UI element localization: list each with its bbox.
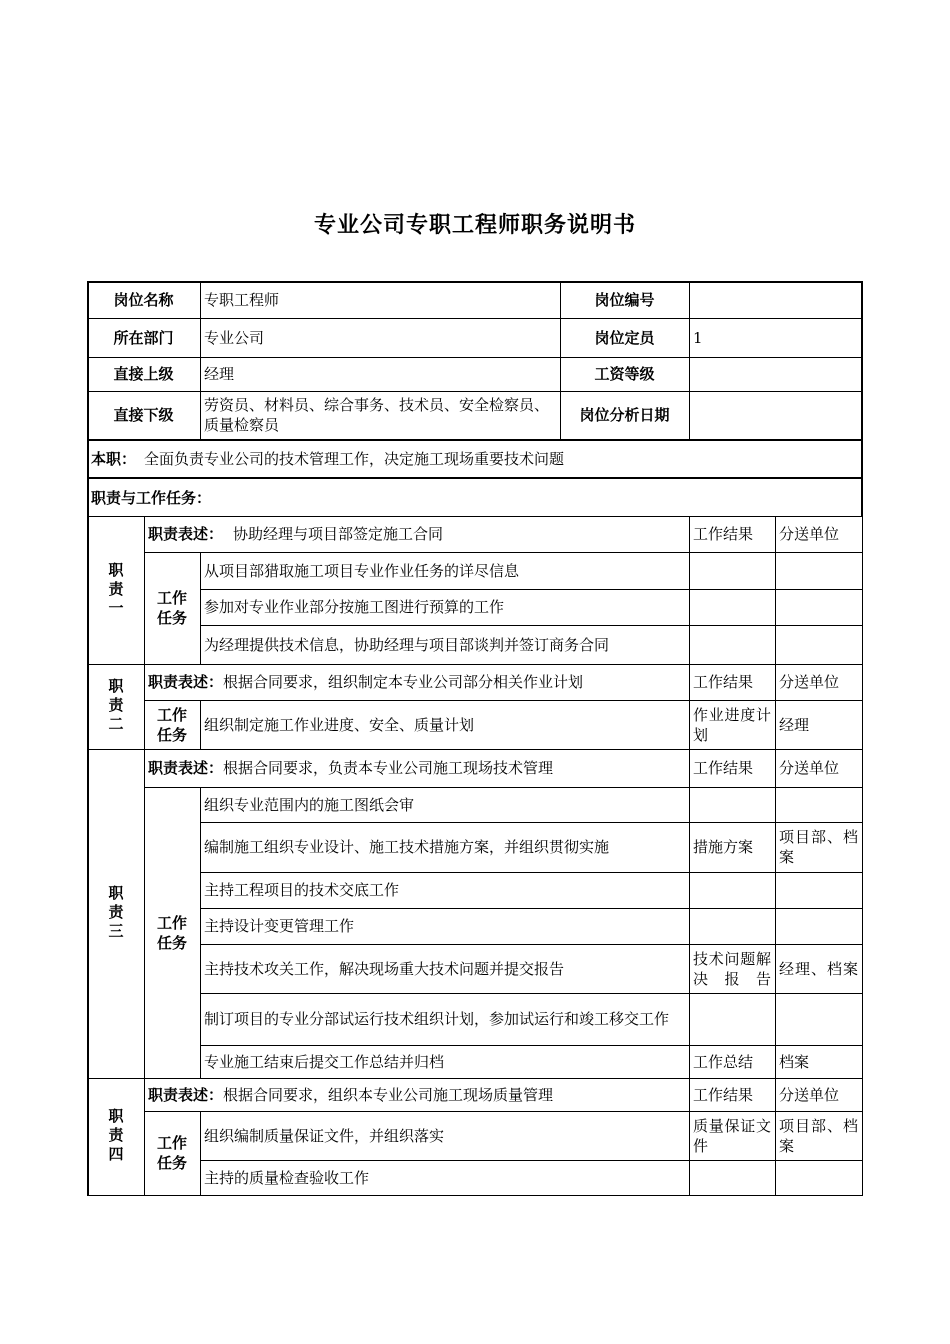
- responsibility-3-desc: 根据合同要求，负责本专业公司施工现场技术管理: [223, 759, 554, 777]
- label-direct-superior: 直接上级: [87, 357, 201, 392]
- responsibility-3-label: [87, 749, 145, 1079]
- result-header: 工作结果: [689, 1078, 776, 1112]
- task-text: 主持的质量检查验收工作: [200, 1160, 690, 1196]
- task-result-text: 作业进度计划: [693, 705, 771, 744]
- value-department: 专业公司: [200, 318, 561, 358]
- task-recipient: [775, 787, 863, 823]
- task-result: [689, 589, 776, 626]
- responsibility-3-desc-row: [144, 749, 690, 788]
- task-label: [144, 787, 201, 1079]
- value-direct-superior: 经理: [200, 357, 561, 392]
- task-recipient-text: 项目部、档案: [779, 1116, 858, 1155]
- label-direct-subordinates: 直接下级: [87, 391, 201, 440]
- responsibility-4-name: 职责四: [106, 1108, 125, 1165]
- task-text: 制订项目的专业分部试运行技术组织计划，参加试运行和竣工移交工作: [200, 993, 690, 1046]
- responsibility-4-desc: 根据合同要求，组织本专业公司施工现场质量管理: [223, 1085, 554, 1104]
- task-result: [689, 1160, 776, 1196]
- responsibility-2-name: 职责二: [106, 678, 125, 735]
- task-result: [689, 625, 776, 665]
- task-recipient: [775, 822, 863, 873]
- desc-label: 职责表述：: [148, 759, 224, 777]
- task-text: 专业施工结束后提交工作总结并归档: [200, 1045, 690, 1079]
- task-label-text: 工作任务: [156, 1134, 187, 1172]
- main-duty-row: [87, 441, 863, 478]
- task-recipient: [775, 944, 863, 994]
- responsibility-1-label: [87, 516, 145, 665]
- task-recipient-text: 项目部、档案: [779, 828, 858, 866]
- task-result: [689, 993, 776, 1046]
- value-direct-subordinates: 劳资员、材料员、综合事务、技术员、安全检察员、质量检察员: [200, 391, 561, 440]
- task-result: [689, 787, 776, 823]
- value-analysis-date: [689, 391, 863, 440]
- task-recipient: [775, 872, 863, 909]
- responsibility-2-desc: 根据合同要求，组织制定本专业公司部分相关作业计划: [223, 673, 584, 691]
- task-recipient: 档案: [775, 1045, 863, 1079]
- responsibility-2-label: [87, 664, 145, 750]
- result-header: 工作结果: [689, 749, 776, 788]
- task-text: 主持技术攻关工作，解决现场重大技术问题并提交报告: [200, 944, 690, 994]
- task-result: [689, 944, 776, 994]
- label-headcount: 岗位定员: [560, 318, 690, 358]
- task-result: [689, 552, 776, 590]
- desc-label: 职责表述：: [148, 525, 224, 543]
- task-result: 措施方案: [689, 822, 776, 873]
- task-result-text: 技术问题解决报告: [693, 949, 771, 988]
- task-text: 主持工程项目的技术交底工作: [200, 872, 690, 909]
- result-header: 工作结果: [689, 664, 776, 701]
- task-label: [144, 700, 201, 750]
- responsibility-1-desc-row: [144, 516, 690, 553]
- label-position-name: 岗位名称: [87, 281, 201, 319]
- task-recipient: [775, 552, 863, 590]
- task-label-text: 工作任务: [156, 913, 187, 952]
- desc-label: 职责表述：: [148, 673, 224, 691]
- document-title: 专业公司专职工程师职务说明书: [313, 213, 636, 238]
- task-recipient: 经理: [775, 700, 863, 750]
- task-text: 组织制定施工作业进度、安全、质量计划: [200, 700, 690, 750]
- task-result-text: 质量保证文件: [693, 1116, 771, 1155]
- responsibility-1-desc: 协助经理与项目部签定施工合同: [233, 525, 444, 543]
- recipient-header: 分送单位: [775, 664, 863, 701]
- task-recipient: [775, 908, 863, 945]
- task-text: 组织编制质量保证文件，并组织落实: [200, 1111, 690, 1161]
- value-headcount: 1: [689, 318, 863, 358]
- task-recipient: [775, 625, 863, 665]
- responsibility-4-label: [87, 1078, 145, 1196]
- task-result: [689, 908, 776, 945]
- task-recipient: [775, 993, 863, 1046]
- label-salary-grade: 工资等级: [560, 357, 690, 392]
- task-recipient: [775, 1111, 863, 1161]
- result-header: 工作结果: [689, 516, 776, 553]
- task-result: 工作总结: [689, 1045, 776, 1079]
- task-recipient: [775, 589, 863, 626]
- task-result: [689, 872, 776, 909]
- task-text: 主持设计变更管理工作: [200, 908, 690, 945]
- responsibility-1-name: 职责一: [106, 561, 125, 619]
- recipient-header: 分送单位: [775, 516, 863, 553]
- label-department: 所在部门: [87, 318, 201, 358]
- task-text: 从项目部猎取施工项目专业作业任务的详尽信息: [200, 552, 690, 590]
- value-position-code: [689, 281, 863, 319]
- value-salary-grade: [689, 357, 863, 392]
- task-text: 编制施工组织专业设计、施工技术措施方案，并组织贯彻实施: [200, 822, 690, 873]
- task-label: [144, 1111, 201, 1196]
- task-result: [689, 1111, 776, 1161]
- task-result: [689, 700, 776, 750]
- responsibility-2-desc-row: [144, 664, 690, 701]
- responsibility-4-desc-row: [144, 1078, 690, 1112]
- task-label-text: 工作任务: [156, 589, 187, 627]
- main-duty-label: 本职：: [91, 450, 137, 468]
- task-label-text: 工作任务: [156, 705, 187, 744]
- responsibility-3-name: 职责三: [106, 885, 125, 942]
- label-analysis-date: 岗位分析日期: [560, 391, 690, 440]
- task-text: 参加对专业作业部分按施工图进行预算的工作: [200, 589, 690, 626]
- task-recipient-text: 经理、档案: [779, 959, 858, 978]
- section-title: 职责与工作任务：: [87, 479, 863, 517]
- desc-label: 职责表述：: [148, 1085, 224, 1104]
- task-recipient: [775, 1160, 863, 1196]
- task-label: [144, 552, 201, 665]
- recipient-header: 分送单位: [775, 1078, 863, 1112]
- label-position-code: 岗位编号: [560, 281, 690, 319]
- value-position-name: 专职工程师: [200, 281, 561, 319]
- recipient-header: 分送单位: [775, 749, 863, 788]
- task-text: 为经理提供技术信息，协助经理与项目部谈判并签订商务合同: [200, 625, 690, 665]
- main-duty-text: 全面负责专业公司的技术管理工作，决定施工现场重要技术问题: [144, 450, 565, 468]
- task-text: 组织专业范围内的施工图纸会审: [200, 787, 690, 823]
